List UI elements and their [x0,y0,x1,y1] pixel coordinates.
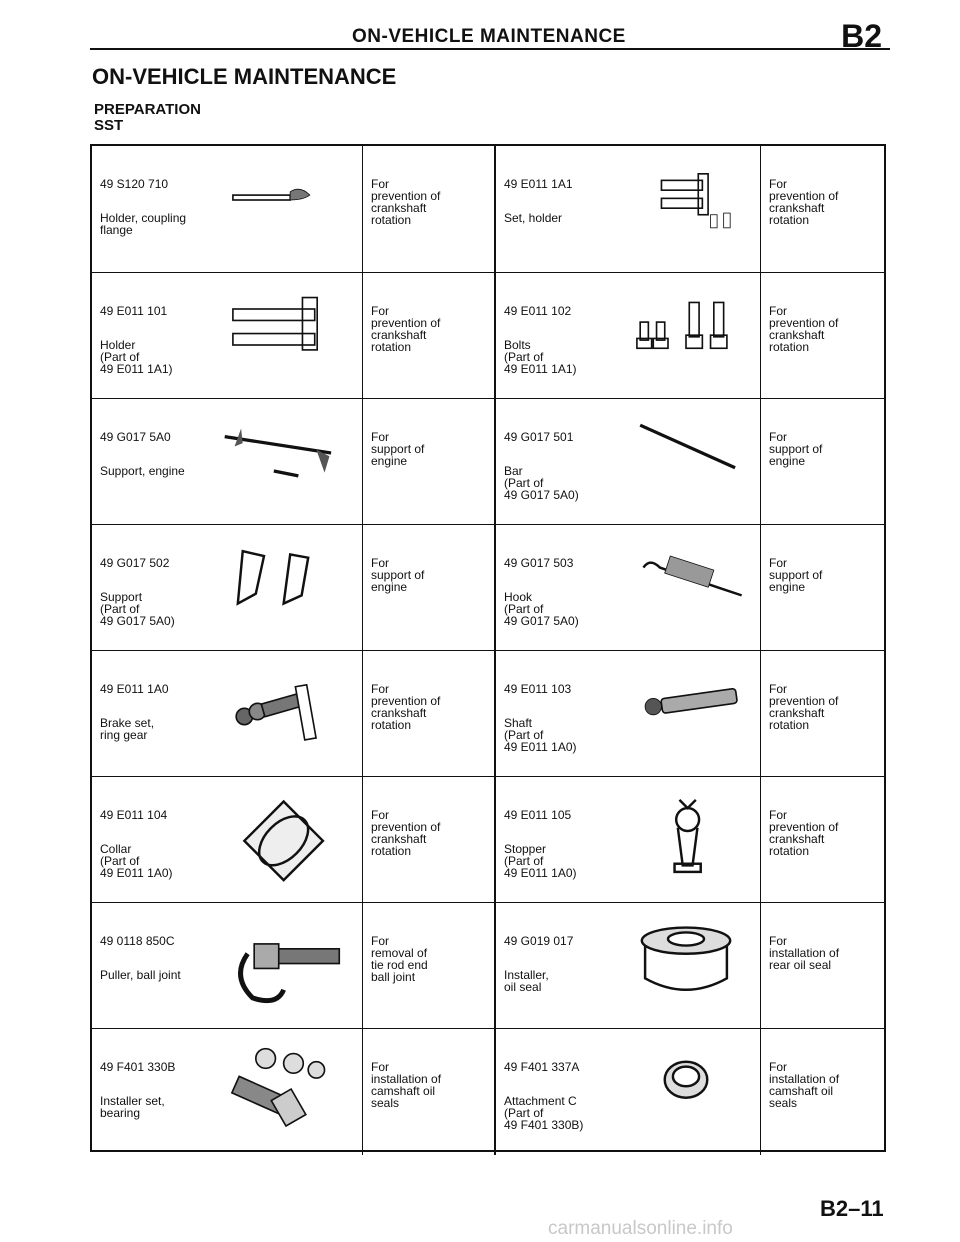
sst-label: SST [94,117,124,134]
tool-number: 49 E011 1A0 [100,682,169,696]
tool-description: Support, engine [100,464,185,478]
tool-purpose: For support of engine [769,556,823,594]
tool-purpose: For installation of camshaft oil seals [769,1060,840,1110]
tool-number: 49 G017 5A0 [100,430,171,444]
hook-icon [616,543,756,633]
tool-number: 49 E011 102 [504,304,572,318]
brake-set-icon [212,669,352,759]
use-cell [760,1029,885,1155]
page-header [90,12,890,54]
tool-description: Holder (Part of 49 E011 1A1) [100,338,173,376]
use-cell [760,651,885,777]
tool-cell [494,399,762,525]
tool-cell [494,777,762,903]
header-code: B2 [841,18,882,54]
bar-icon [616,417,756,507]
tool-purpose: For prevention of crankshaft rotation [371,808,441,858]
tool-cell [494,273,762,399]
tool-description: Brake set, ring gear [100,716,155,742]
subtitles [94,102,201,134]
attachment-icon [616,1047,756,1137]
tool-cell [92,399,362,525]
installer-set-icon [212,1047,352,1137]
tool-number: 49 S120 710 [100,177,169,191]
holder-icon [212,291,352,381]
tool-number: 49 G017 502 [100,556,170,570]
tool-number: 49 F401 337A [504,1060,580,1074]
installer-oil-seal-icon [616,921,756,1011]
table-row [92,524,884,651]
use-cell [362,399,495,525]
tool-cell [92,146,362,272]
tool-cell [92,903,362,1029]
collar-icon [212,795,352,885]
use-cell [362,651,495,777]
tool-number: 49 G017 503 [504,556,574,570]
tool-purpose: For removal of tie rod end ball joint [371,934,428,984]
tool-cell [92,651,362,777]
tool-description: Hook (Part of 49 G017 5A0) [504,590,579,628]
tool-description: Installer, oil seal [504,968,549,994]
support-icon [212,543,352,633]
tool-description: Bolts (Part of 49 E011 1A1) [504,338,577,376]
use-cell [362,146,495,272]
tool-description: Installer set, bearing [100,1094,165,1120]
coupling-holder-icon [212,164,352,254]
page-number: B2–11 [820,1196,884,1221]
tool-cell [494,146,762,272]
puller-icon [212,921,352,1011]
use-cell [760,525,885,651]
tool-number: 49 E011 101 [100,304,168,318]
tool-purpose: For prevention of crankshaft rotation [371,177,441,227]
tool-description: Stopper (Part of 49 E011 1A0) [504,842,577,880]
use-cell [760,777,885,903]
tool-purpose: For support of engine [769,430,823,468]
tool-cell [92,777,362,903]
use-cell [362,1029,495,1155]
use-cell [362,525,495,651]
tool-purpose: For prevention of crankshaft rotation [769,682,839,732]
shaft-icon [616,669,756,759]
tool-cell [494,651,762,777]
use-cell [760,273,885,399]
tool-purpose: For prevention of crankshaft rotation [769,304,839,354]
holder-set-icon [616,164,756,254]
tool-number: 49 F401 330B [100,1060,176,1074]
bolts-icon [616,291,756,381]
engine-support-icon [212,417,352,507]
tool-purpose: For installation of camshaft oil seals [371,1060,442,1110]
tool-description: Set, holder [504,211,563,225]
tool-description: Attachment C (Part of 49 F401 330B) [504,1094,584,1132]
tool-number: 49 E011 105 [504,808,572,822]
tool-description: Holder, coupling flange [100,211,187,237]
stopper-icon [616,795,756,885]
preparation-label: PREPARATION [94,101,201,118]
tool-purpose: For prevention of crankshaft rotation [371,304,441,354]
tool-purpose: For support of engine [371,430,425,468]
tool-description: Puller, ball joint [100,968,181,982]
tool-number: 49 E011 1A1 [504,177,573,191]
tool-cell [494,903,762,1029]
table-row [92,1028,884,1155]
table-row [92,650,884,777]
use-cell [760,903,885,1029]
tool-number: 49 G017 501 [504,430,574,444]
tool-purpose: For installation of rear oil seal [769,934,840,972]
sst-table [90,144,886,1152]
tool-description: Collar (Part of 49 E011 1A0) [100,842,173,880]
table-row [92,146,884,272]
tool-description: Shaft (Part of 49 E011 1A0) [504,716,577,754]
tool-purpose: For support of engine [371,556,425,594]
tool-purpose: For prevention of crankshaft rotation [769,808,839,858]
table-row [92,902,884,1029]
header-title: ON-VEHICLE MAINTENANCE [352,26,626,47]
tool-cell [494,1029,762,1155]
table-row [92,398,884,525]
use-cell [362,903,495,1029]
use-cell [362,777,495,903]
tool-cell [494,525,762,651]
use-cell [760,146,885,272]
use-cell [760,399,885,525]
section-title: ON-VEHICLE MAINTENANCE [92,64,397,89]
watermark-text: carmanualsonline.info [548,1218,733,1239]
use-cell [362,273,495,399]
tool-purpose: For prevention of crankshaft rotation [371,682,441,732]
tool-cell [92,273,362,399]
tool-cell [92,525,362,651]
tool-number: 49 E011 103 [504,682,572,696]
table-row [92,272,884,399]
tool-purpose: For prevention of crankshaft rotation [769,177,839,227]
tool-description: Bar (Part of 49 G017 5A0) [504,464,579,502]
tool-number: 49 G019 017 [504,934,574,948]
table-row [92,776,884,903]
tool-number: 49 E011 104 [100,808,168,822]
tool-description: Support (Part of 49 G017 5A0) [100,590,175,628]
tool-number: 49 0118 850C [100,934,175,948]
tool-cell [92,1029,362,1155]
